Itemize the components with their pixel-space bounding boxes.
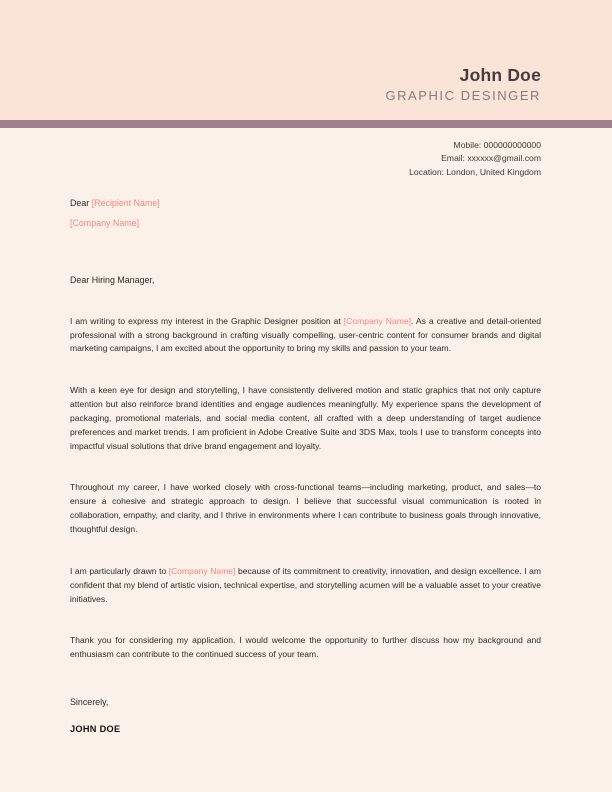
closing-line: Sincerely, — [70, 697, 109, 708]
contact-email: Email: xxxxxx@gmail.com — [441, 153, 541, 164]
paragraph-4-company-placeholder[interactable]: [Company Name] — [168, 565, 236, 576]
paragraph-1-text-b: . As a creative and detail-oriented professional with a strong background in crafting visually compelling, user-centric content for consumer brands and digital marketing campaigns, I am excited about the opportunity to bring my skills and passion to your team. — [70, 315, 541, 354]
recipient-line — [70, 199, 541, 208]
recipient-block — [70, 199, 541, 228]
paragraph-4-text-b: because of its commitment to creativity, innovation, and design excellence. I am confident that my blend of artistic vision, technical expertise, and storytelling acumen will be a valuable asset to your creative initiatives. — [70, 565, 541, 604]
page-title: John Doe — [459, 64, 541, 85]
letter-body — [70, 199, 541, 734]
paragraph-4 — [70, 565, 541, 607]
paragraph-4-text-a: I am particularly drawn to — [70, 565, 169, 576]
recipient-name-placeholder[interactable]: [Recipient Name] — [91, 198, 160, 208]
paragraph-1-company-placeholder[interactable]: [Company Name] — [343, 315, 411, 326]
contact-mobile: Mobile: 000000000000 — [453, 140, 541, 150]
header-divider — [0, 120, 612, 128]
header-identity-block — [385, 65, 541, 104]
dear-label: Dear — [70, 198, 92, 208]
signature-name: JOHN DOE — [70, 723, 121, 734]
salutation: Dear Hiring Manager, — [70, 274, 155, 285]
header-band — [0, 0, 612, 120]
paragraph-2: With a keen eye for design and storytelling, I have consistently delivered motion and static graphics that not only capture attention but also reinforce brand identities and engage audiences meaningfully. My experience spans the development of packaging, promotional materials, and social media content, all crafted with a deep understanding of target audience preferences and market trends. I am proficient in Adobe Creative Suite and 3DS Max, tools I use to transform concepts into impactful visual solutions that drive brand engagement and loyalty. — [70, 385, 541, 451]
paragraph-5: Thank you for considering my application. I would welcome the opportunity to further discuss how my background and enthusiasm can contribute to the continued success of your team. — [70, 635, 541, 660]
company-line — [70, 219, 541, 228]
job-role-subtitle: GRAPHIC DESINGER — [385, 88, 541, 104]
paragraph-1 — [70, 315, 541, 357]
contact-info-block — [409, 139, 541, 179]
paragraph-3: Throughout my career, I have worked closely with cross-functional teams—including marketing, product, and sales—to ensure a cohesive and strategic approach to design. I believe that successful visual communication is rooted in collaboration, empathy, and clarity, and I thrive in environments where I can contribute to business goals through innovative, thoughtful design. — [70, 482, 541, 534]
paragraph-1-text-a: I am writing to express my interest in the Graphic Designer position at — [70, 315, 344, 326]
contact-location: Location: London, United Kingdom — [409, 166, 541, 177]
company-name-placeholder[interactable]: [Company Name] — [70, 217, 140, 228]
